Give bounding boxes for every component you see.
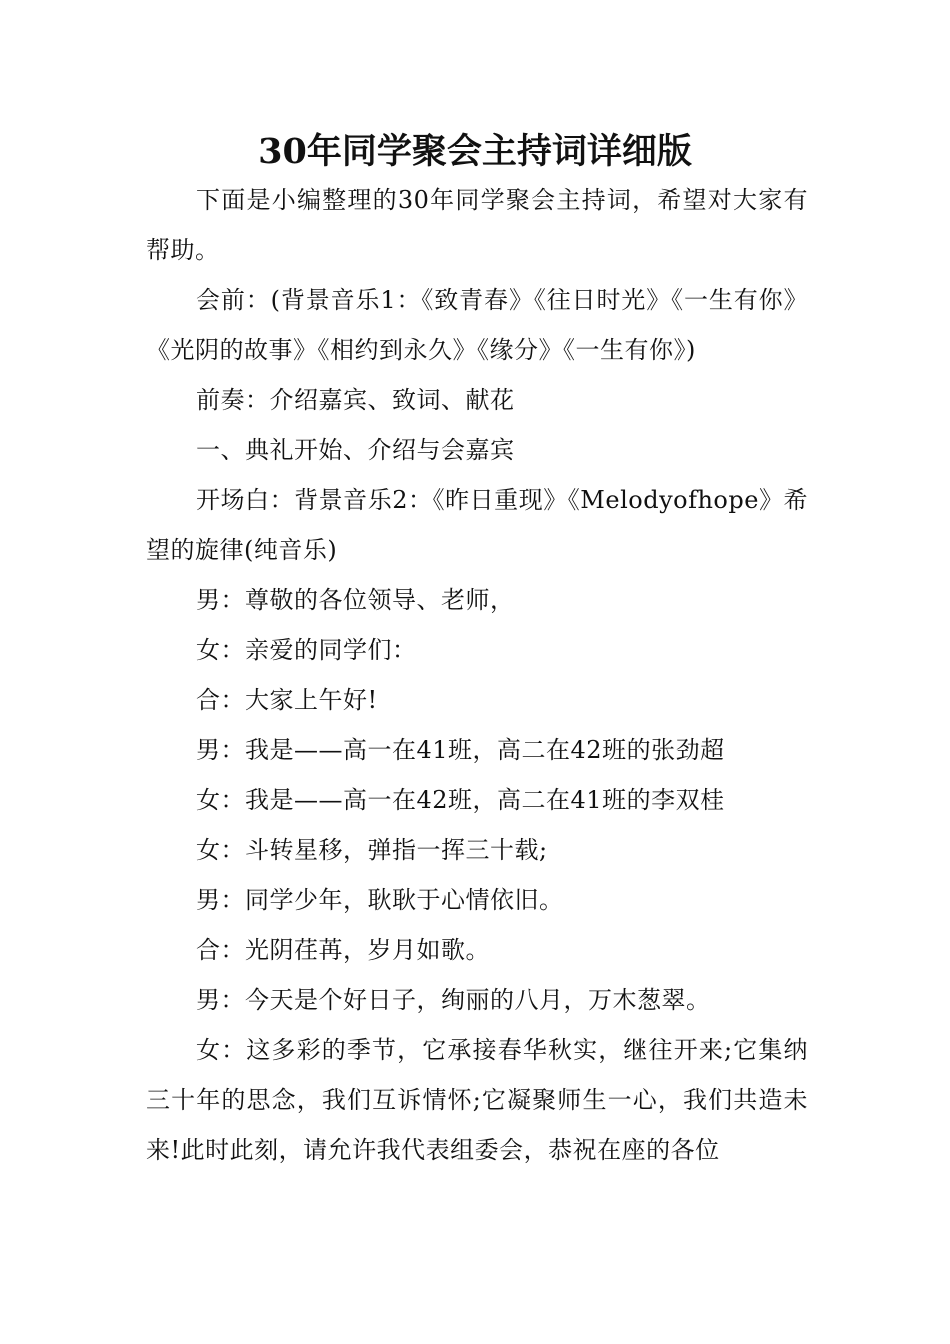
paragraph-dialogue-line: 男：今天是个好日子，绚丽的八月，万木葱翠。: [196, 986, 711, 1014]
paragraph-dialogue-line: 合：大家上午好!: [196, 686, 378, 714]
paragraph-dialogue-line: 男：同学少年，耿耿于心情依旧。: [196, 886, 564, 914]
paragraph-prelude: 前奏：介绍嘉宾、致词、献花: [196, 386, 515, 414]
paragraph-opening-music: 开场白：背景音乐2：《昨日重现》《Melodyofhope》希望的旋律(纯音乐): [146, 486, 808, 564]
paragraph-section-one: 一、典礼开始、介绍与会嘉宾: [196, 436, 515, 464]
document-body: [146, 175, 808, 1175]
paragraph-dialogue-line: 男：尊敬的各位领导、老师，: [196, 586, 515, 614]
paragraph-dialogue-line: 男：我是——高一在41班，高二在42班的张劲超: [196, 736, 725, 764]
paragraph-pre-meeting-music: 会前：(背景音乐1：《致青春》《往日时光》《一生有你》《光阴的故事》《相约到永久》《缘分》《一生有你》): [146, 286, 808, 364]
paragraph-dialogue-line: 女：我是——高一在42班，高二在41班的李双桂: [196, 786, 725, 814]
paragraph-dialogue-line: 女：这多彩的季节，它承接春华秋实，继往开来;它集纳三十年的思念，我们互诉情怀;它凝聚师生一心，我们共造未来!此时此刻，请允许我代表组委会，恭祝在座的各位: [146, 1036, 808, 1164]
paragraph-dialogue-line: 合：光阴荏苒，岁月如歌。: [196, 936, 490, 964]
document-title: 30年同学聚会主持词详细版: [258, 131, 692, 172]
paragraph-dialogue-line: 女：亲爱的同学们：: [196, 636, 417, 664]
paragraph-intro: 下面是小编整理的30年同学聚会主持词，希望对大家有帮助。: [146, 186, 808, 264]
paragraph-dialogue-line: 女：斗转星移，弹指一挥三十载;: [196, 836, 548, 864]
